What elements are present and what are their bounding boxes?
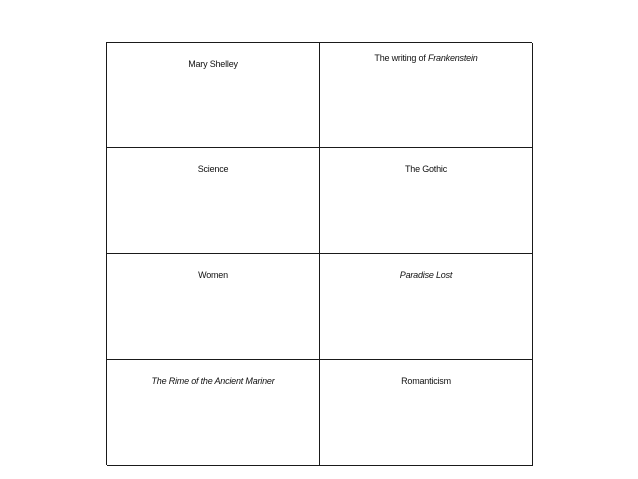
cell-label: Mary Shelley	[188, 59, 238, 69]
cell-rime-of-the-ancient-mariner	[107, 360, 320, 466]
cell-label-text: The writing of	[374, 53, 428, 63]
cell-science	[107, 148, 320, 254]
cell-women	[107, 254, 320, 360]
cell-writing-of-frankenstein	[320, 43, 533, 148]
cell-mary-shelley	[107, 43, 320, 148]
cell-label: Romanticism	[401, 376, 451, 386]
cell-label: The Gothic	[404, 164, 448, 174]
cell-label: Science	[197, 164, 229, 174]
topic-grid	[106, 42, 532, 465]
cell-label: The Rime of the Ancient Mariner	[151, 376, 275, 386]
cell-the-gothic	[320, 148, 533, 254]
cell-paradise-lost	[320, 254, 533, 360]
cell-label-title: Frankenstein	[427, 53, 478, 63]
cell-romanticism	[320, 360, 533, 466]
cell-label	[374, 53, 477, 63]
cell-label: Paradise Lost	[399, 270, 453, 280]
cell-label: Women	[198, 270, 228, 280]
